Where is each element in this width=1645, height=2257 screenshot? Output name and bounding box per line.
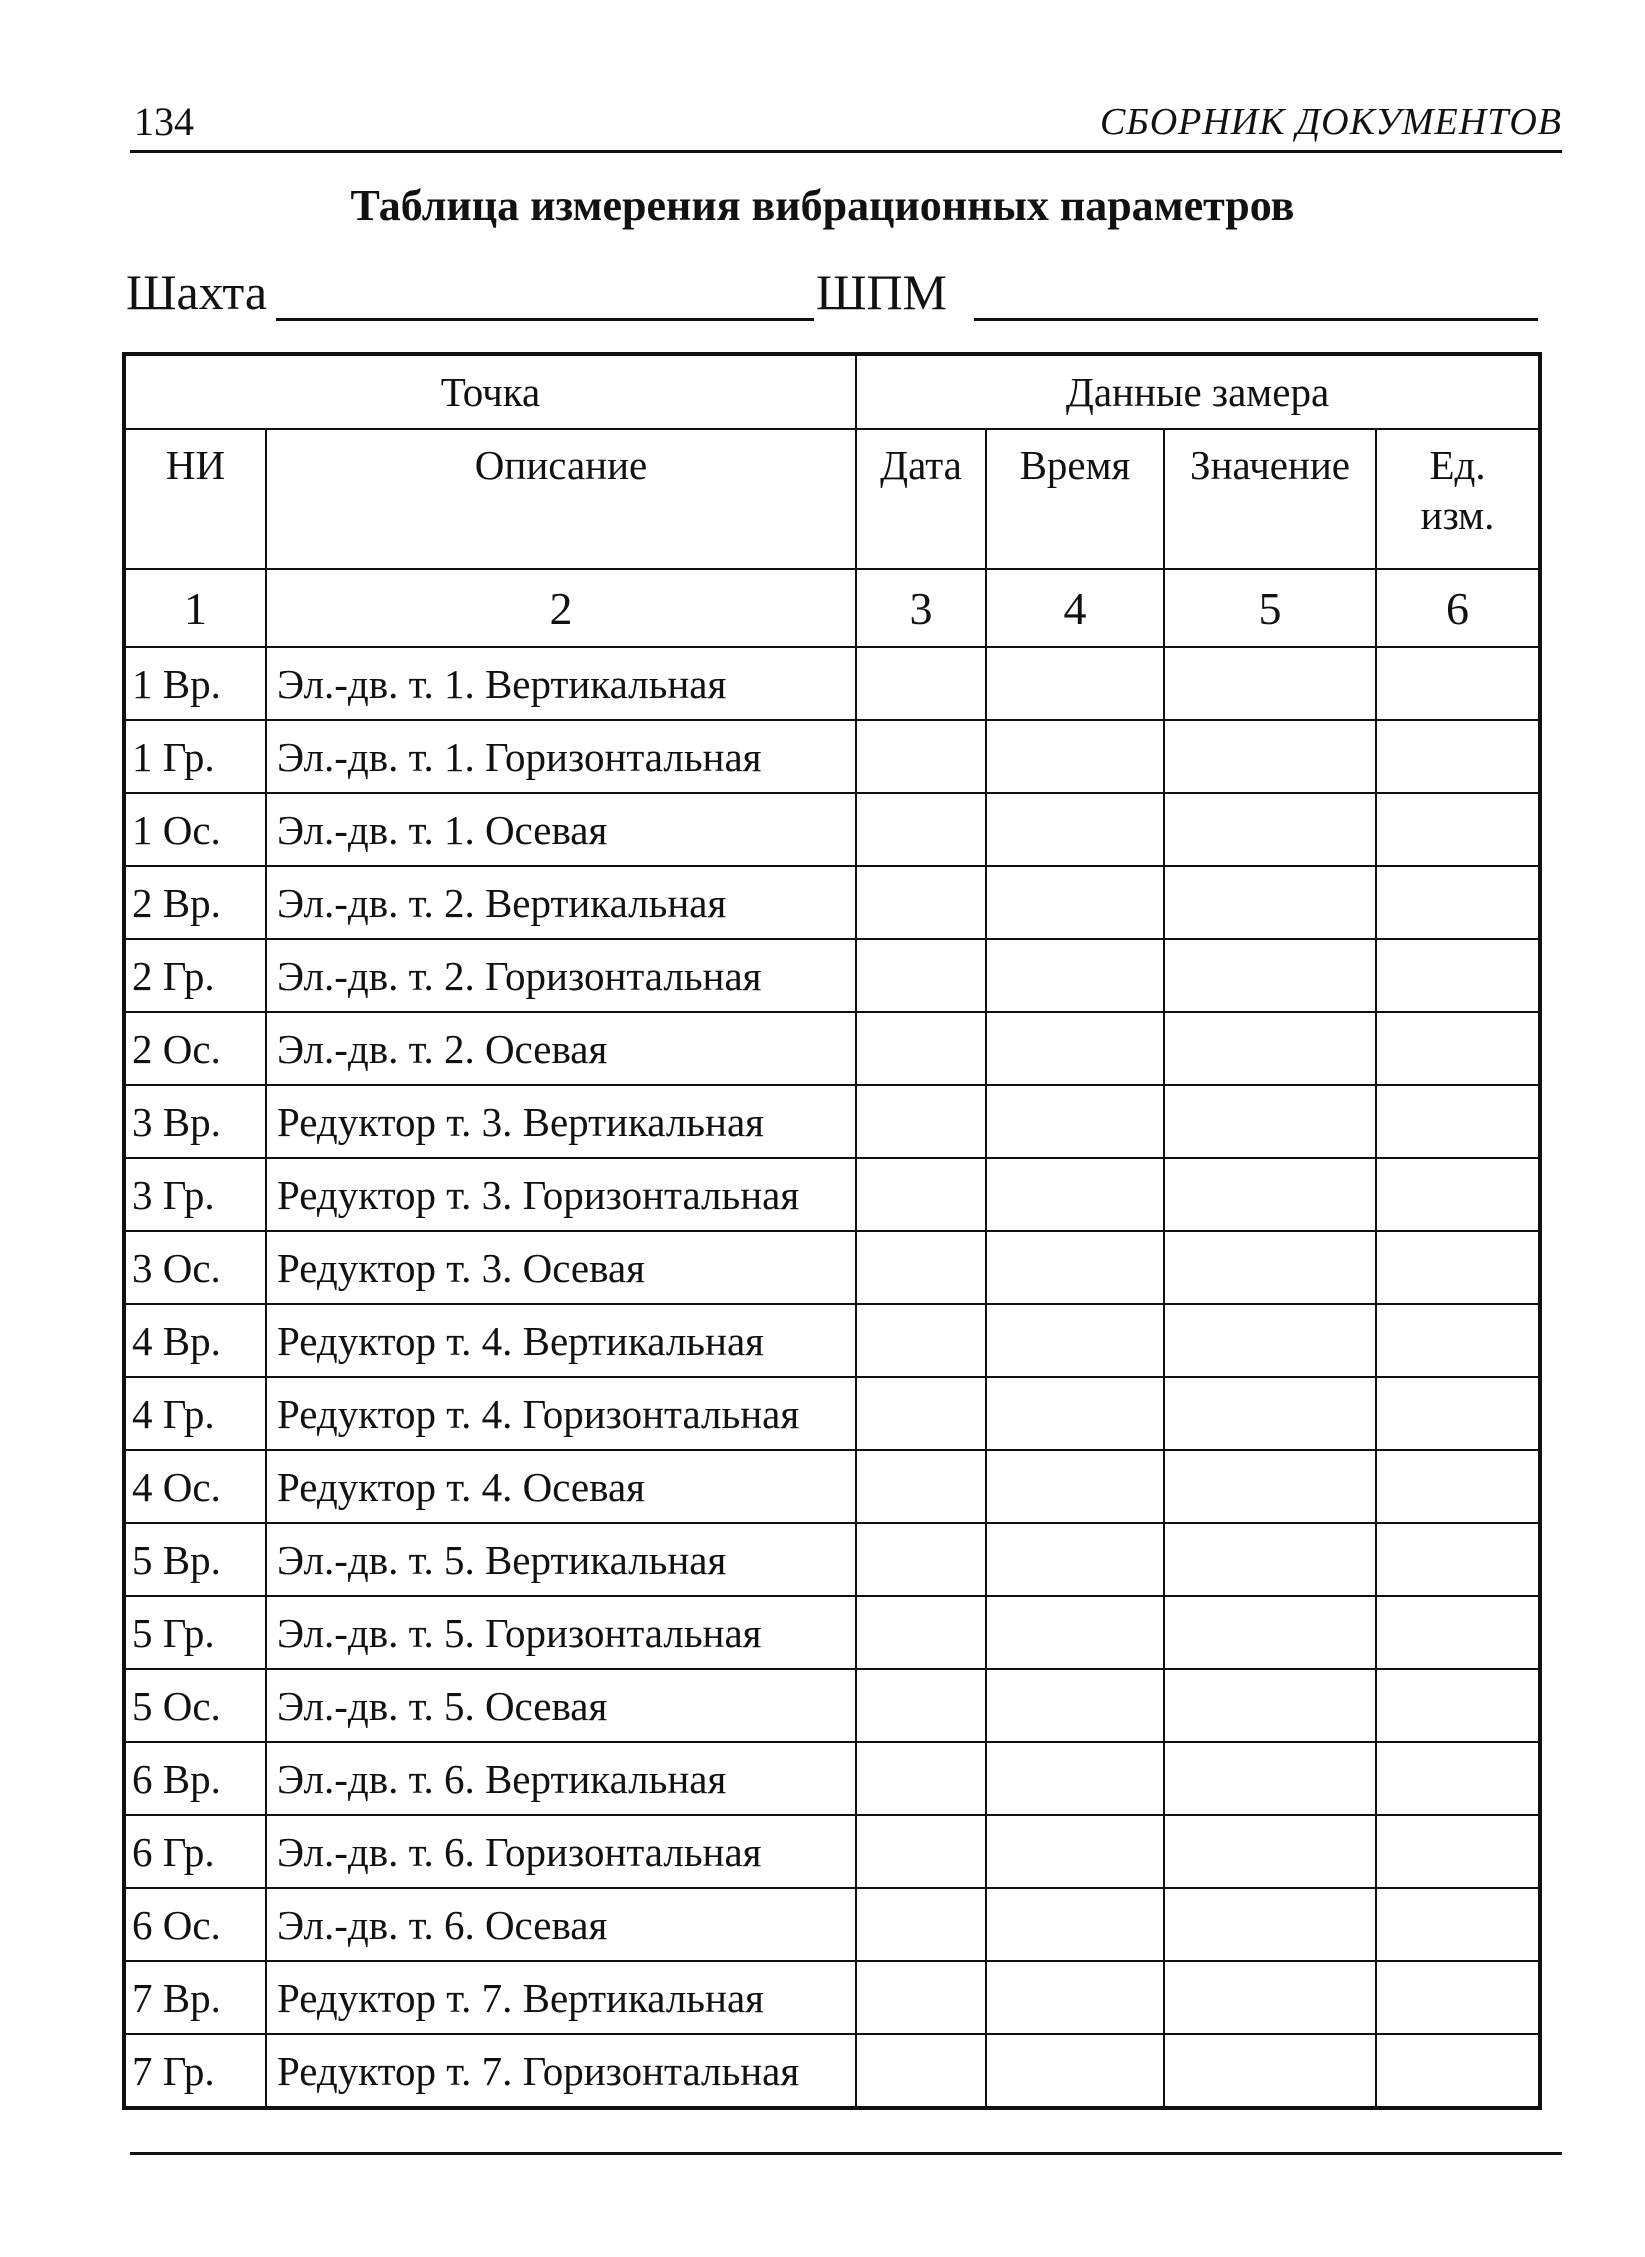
page-header — [130, 98, 1562, 153]
point-id-cell: 7 Вр. — [124, 1961, 266, 2034]
point-description-cell: Эл.-дв. т. 5. Вертикальная — [266, 1523, 856, 1596]
point-id-cell: 3 Гр. — [124, 1158, 266, 1231]
unit-cell[interactable] — [1376, 1304, 1540, 1377]
time-cell[interactable] — [986, 939, 1164, 1012]
time-cell[interactable] — [986, 1450, 1164, 1523]
vibration-measurement-table — [122, 352, 1542, 2110]
value-cell[interactable] — [1164, 1669, 1376, 1742]
point-id-cell: 5 Гр. — [124, 1596, 266, 1669]
value-cell[interactable] — [1164, 1377, 1376, 1450]
time-cell[interactable] — [986, 2034, 1164, 2108]
value-cell[interactable] — [1164, 1012, 1376, 1085]
col-header-date: Дата — [856, 429, 986, 569]
point-description-cell: Редуктор т. 4. Осевая — [266, 1450, 856, 1523]
point-description-cell: Эл.-дв. т. 6. Горизонтальная — [266, 1815, 856, 1888]
table-row — [124, 1742, 1540, 1815]
time-cell[interactable] — [986, 1815, 1164, 1888]
table-row — [124, 1304, 1540, 1377]
point-id-cell: 5 Ос. — [124, 1669, 266, 1742]
unit-cell[interactable] — [1376, 1450, 1540, 1523]
value-cell[interactable] — [1164, 1304, 1376, 1377]
point-id-cell: 4 Вр. — [124, 1304, 266, 1377]
value-cell[interactable] — [1164, 1450, 1376, 1523]
point-id-cell: 6 Вр. — [124, 1742, 266, 1815]
point-description-cell: Эл.-дв. т. 1. Горизонтальная — [266, 720, 856, 793]
col-header-ni: НИ — [124, 429, 266, 569]
unit-cell[interactable] — [1376, 1158, 1540, 1231]
col-number: 3 — [856, 569, 986, 647]
running-title: СБОРНИК ДОКУМЕНТОВ — [1099, 101, 1562, 143]
date-cell[interactable] — [856, 1815, 986, 1888]
date-cell[interactable] — [856, 866, 986, 939]
time-cell[interactable] — [986, 1231, 1164, 1304]
time-cell[interactable] — [986, 1669, 1164, 1742]
point-id-cell: 1 Вр. — [124, 647, 266, 720]
point-id-cell: 4 Ос. — [124, 1450, 266, 1523]
unit-cell[interactable] — [1376, 1085, 1540, 1158]
date-cell[interactable] — [856, 1085, 986, 1158]
table-row — [124, 720, 1540, 793]
point-description-cell: Эл.-дв. т. 5. Горизонтальная — [266, 1596, 856, 1669]
col-number: 4 — [986, 569, 1164, 647]
col-header-time: Время — [986, 429, 1164, 569]
mine-label: Шахта — [126, 264, 268, 320]
time-cell[interactable] — [986, 1085, 1164, 1158]
point-id-cell: 2 Гр. — [124, 939, 266, 1012]
point-description-cell: Эл.-дв. т. 6. Вертикальная — [266, 1742, 856, 1815]
time-cell[interactable] — [986, 1596, 1164, 1669]
unit-cell[interactable] — [1376, 1377, 1540, 1450]
shpm-label: ШПМ — [816, 264, 948, 320]
value-cell[interactable] — [1164, 1085, 1376, 1158]
unit-cell[interactable] — [1376, 2034, 1540, 2108]
time-cell[interactable] — [986, 1961, 1164, 2034]
shpm-field-row — [816, 262, 1538, 322]
date-cell[interactable] — [856, 939, 986, 1012]
col-number: 2 — [266, 569, 856, 647]
point-id-cell: 6 Ос. — [124, 1888, 266, 1961]
unit-cell[interactable] — [1376, 1961, 1540, 2034]
unit-cell[interactable] — [1376, 939, 1540, 1012]
point-id-cell: 1 Ос. — [124, 793, 266, 866]
value-cell[interactable] — [1164, 1815, 1376, 1888]
table-row — [124, 1158, 1540, 1231]
time-cell[interactable] — [986, 1742, 1164, 1815]
point-description-cell: Эл.-дв. т. 5. Осевая — [266, 1669, 856, 1742]
point-description-cell: Эл.-дв. т. 2. Вертикальная — [266, 866, 856, 939]
group-header-measurement: Данные замера — [856, 354, 1540, 429]
point-description-cell: Эл.-дв. т. 6. Осевая — [266, 1888, 856, 1961]
value-cell[interactable] — [1164, 1596, 1376, 1669]
value-cell[interactable] — [1164, 1742, 1376, 1815]
col-header-description: Описание — [266, 429, 856, 569]
group-header-point: Точка — [124, 354, 856, 429]
col-number: 1 — [124, 569, 266, 647]
table-row — [124, 866, 1540, 939]
point-description-cell: Редуктор т. 4. Горизонтальная — [266, 1377, 856, 1450]
time-cell[interactable] — [986, 647, 1164, 720]
col-header-value: Значение — [1164, 429, 1376, 569]
mine-field-row — [126, 262, 816, 322]
table-row — [124, 1961, 1540, 2034]
value-cell[interactable] — [1164, 939, 1376, 1012]
point-description-cell: Эл.-дв. т. 2. Горизонтальная — [266, 939, 856, 1012]
point-id-cell: 4 Гр. — [124, 1377, 266, 1450]
date-cell[interactable] — [856, 1742, 986, 1815]
table-row — [124, 2034, 1540, 2108]
date-cell[interactable] — [856, 793, 986, 866]
unit-cell[interactable] — [1376, 1888, 1540, 1961]
table-row — [124, 1888, 1540, 1961]
unit-cell[interactable] — [1376, 1012, 1540, 1085]
point-id-cell: 1 Гр. — [124, 720, 266, 793]
point-id-cell: 2 Вр. — [124, 866, 266, 939]
value-cell[interactable] — [1164, 793, 1376, 866]
col-number: 5 — [1164, 569, 1376, 647]
mine-input-line[interactable] — [276, 262, 814, 321]
table-row — [124, 1231, 1540, 1304]
unit-cell[interactable] — [1376, 866, 1540, 939]
value-cell[interactable] — [1164, 720, 1376, 793]
date-cell[interactable] — [856, 1523, 986, 1596]
unit-cell[interactable] — [1376, 647, 1540, 720]
date-cell[interactable] — [856, 1012, 986, 1085]
value-cell[interactable] — [1164, 1523, 1376, 1596]
point-description-cell: Редуктор т. 3. Вертикальная — [266, 1085, 856, 1158]
point-id-cell: 5 Вр. — [124, 1523, 266, 1596]
date-cell[interactable] — [856, 1888, 986, 1961]
unit-cell[interactable] — [1376, 1231, 1540, 1304]
time-cell[interactable] — [986, 720, 1164, 793]
shpm-input-line[interactable] — [974, 262, 1538, 321]
col-number: 6 — [1376, 569, 1540, 647]
value-cell[interactable] — [1164, 647, 1376, 720]
date-cell[interactable] — [856, 1231, 986, 1304]
footer-rule — [130, 2152, 1562, 2155]
point-id-cell: 3 Вр. — [124, 1085, 266, 1158]
table-row — [124, 1669, 1540, 1742]
date-cell[interactable] — [856, 1450, 986, 1523]
page-number: 134 — [134, 99, 194, 144]
table-row — [124, 1523, 1540, 1596]
date-cell[interactable] — [856, 1961, 986, 2034]
time-cell[interactable] — [986, 866, 1164, 939]
table-row — [124, 939, 1540, 1012]
value-cell[interactable] — [1164, 1158, 1376, 1231]
value-cell[interactable] — [1164, 1888, 1376, 1961]
table-row — [124, 793, 1540, 866]
time-cell[interactable] — [986, 1012, 1164, 1085]
unit-cell[interactable] — [1376, 793, 1540, 866]
unit-cell[interactable] — [1376, 1523, 1540, 1596]
point-id-cell: 2 Ос. — [124, 1012, 266, 1085]
point-description-cell: Эл.-дв. т. 1. Осевая — [266, 793, 856, 866]
point-description-cell: Редуктор т. 3. Осевая — [266, 1231, 856, 1304]
table-row — [124, 1377, 1540, 1450]
table-row — [124, 1596, 1540, 1669]
time-cell[interactable] — [986, 793, 1164, 866]
document-title: Таблица измерения вибрационных параметров — [350, 181, 1295, 230]
date-cell[interactable] — [856, 1158, 986, 1231]
value-cell[interactable] — [1164, 1231, 1376, 1304]
date-cell[interactable] — [856, 2034, 986, 2108]
date-cell[interactable] — [856, 1304, 986, 1377]
point-description-cell: Эл.-дв. т. 2. Осевая — [266, 1012, 856, 1085]
time-cell[interactable] — [986, 1304, 1164, 1377]
table-row — [124, 1815, 1540, 1888]
point-id-cell: 6 Гр. — [124, 1815, 266, 1888]
table-row — [124, 1085, 1540, 1158]
table-row — [124, 1012, 1540, 1085]
point-description-cell: Редуктор т. 4. Вертикальная — [266, 1304, 856, 1377]
table-row — [124, 1450, 1540, 1523]
col-header-unit: Ед. изм. — [1376, 429, 1540, 569]
value-cell[interactable] — [1164, 1961, 1376, 2034]
date-cell[interactable] — [856, 1669, 986, 1742]
date-cell[interactable] — [856, 1596, 986, 1669]
time-cell[interactable] — [986, 1158, 1164, 1231]
unit-cell[interactable] — [1376, 720, 1540, 793]
point-description-cell: Эл.-дв. т. 1. Вертикальная — [266, 647, 856, 720]
time-cell[interactable] — [986, 1888, 1164, 1961]
unit-cell[interactable] — [1376, 1669, 1540, 1742]
table-row — [124, 647, 1540, 720]
unit-cell[interactable] — [1376, 1815, 1540, 1888]
unit-cell[interactable] — [1376, 1742, 1540, 1815]
date-cell[interactable] — [856, 720, 986, 793]
time-cell[interactable] — [986, 1377, 1164, 1450]
point-id-cell: 7 Гр. — [124, 2034, 266, 2108]
value-cell[interactable] — [1164, 866, 1376, 939]
date-cell[interactable] — [856, 1377, 986, 1450]
time-cell[interactable] — [986, 1523, 1164, 1596]
value-cell[interactable] — [1164, 2034, 1376, 2108]
date-cell[interactable] — [856, 647, 986, 720]
point-description-cell: Редуктор т. 3. Горизонтальная — [266, 1158, 856, 1231]
point-description-cell: Редуктор т. 7. Вертикальная — [266, 1961, 856, 2034]
table-body — [124, 647, 1540, 2108]
point-id-cell: 3 Ос. — [124, 1231, 266, 1304]
unit-cell[interactable] — [1376, 1596, 1540, 1669]
point-description-cell: Редуктор т. 7. Горизонтальная — [266, 2034, 856, 2108]
